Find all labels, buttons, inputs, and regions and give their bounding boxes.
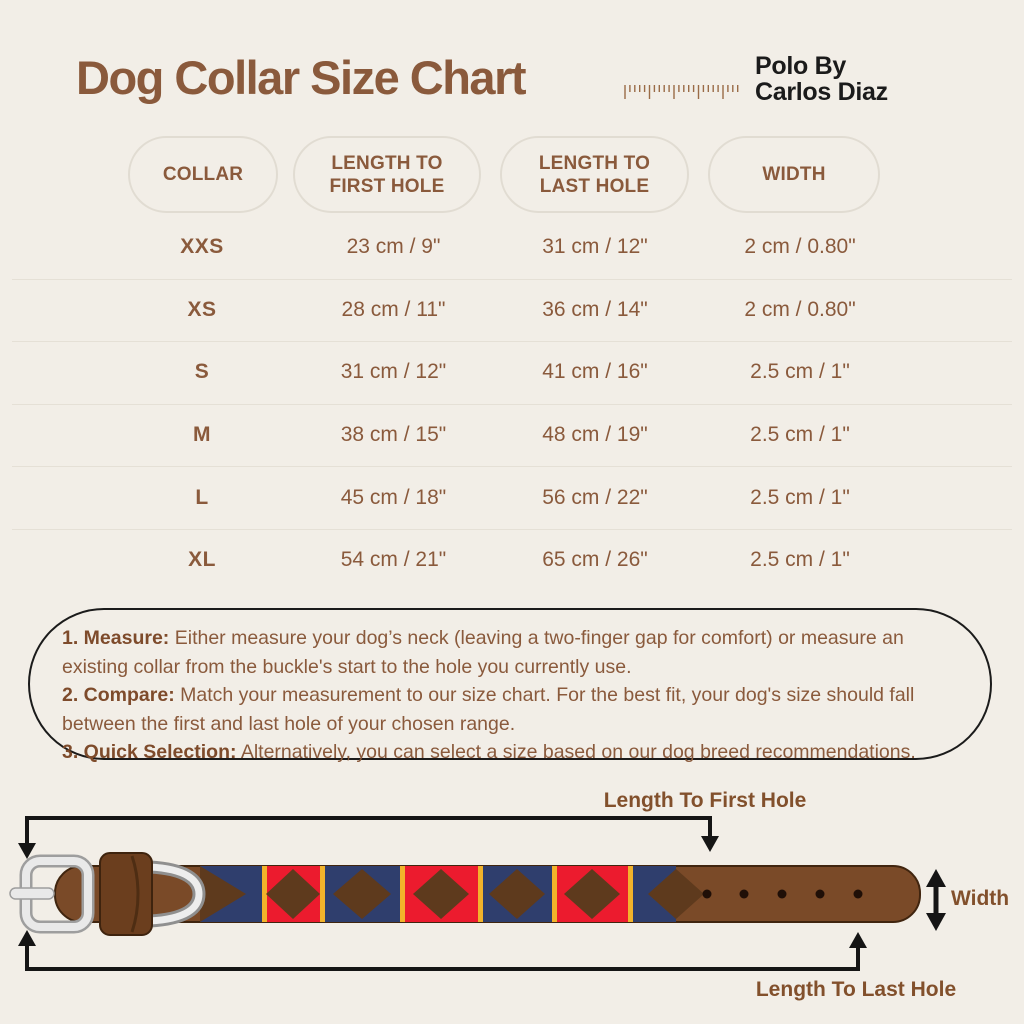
table-row-xs (0, 279, 1024, 342)
brand-logo (755, 53, 888, 105)
table-cell: 2.5 cm / 1" (750, 360, 850, 384)
table-cell: 31 cm / 12" (542, 235, 648, 259)
instruction-label: 2. Compare: (62, 684, 175, 707)
table-row-m (0, 404, 1024, 467)
table-cell: 23 cm / 9" (346, 235, 441, 259)
last-hole-bracket (27, 944, 858, 969)
arrow-down-icon (701, 836, 719, 852)
size-label: L (195, 485, 209, 509)
instruction-text: Alternatively, you can select a size based on our dog breed recommendations. (240, 741, 916, 764)
arrow-up-icon (926, 869, 946, 887)
table-cell: 36 cm / 14" (542, 297, 648, 321)
measuring-instructions-box (28, 608, 992, 764)
table-cell: 28 cm / 11" (341, 297, 446, 321)
size-table (0, 216, 1024, 592)
ruler-icon (623, 82, 743, 102)
brand-line-2: Carlos Diaz (755, 78, 888, 106)
arrow-down-icon (926, 913, 946, 931)
table-cell: 41 cm / 16" (542, 360, 648, 384)
column-header-collar: COLLAR (128, 136, 278, 213)
instruction-text: Match your measurement to our size chart. For the best fit, your dog's size should fall between the first and last hole of your chosen range. (62, 684, 915, 735)
table-cell: 38 cm / 15" (340, 423, 447, 447)
column-header-length-last-hole: LENGTH TO LAST HOLE (500, 136, 689, 213)
label-length-to-last-hole: Length To Last Hole (755, 978, 957, 1001)
column-header-length-first-hole: LENGTH TO FIRST HOLE (293, 136, 481, 213)
table-cell: 65 cm / 26" (542, 548, 648, 572)
table-cell: 48 cm / 19" (542, 423, 648, 447)
table-cell: 54 cm / 21" (340, 548, 447, 572)
label-length-to-first-hole: Length To First Hole (603, 789, 807, 812)
size-label: XL (188, 548, 216, 572)
table-cell: 31 cm / 12" (340, 360, 447, 384)
size-label: XS (187, 297, 217, 321)
table-row-l (0, 466, 1024, 529)
instruction-label: 1. Measure: (62, 627, 170, 649)
size-label: XXS (180, 235, 224, 259)
size-label: M (193, 423, 211, 447)
instruction-label: 3. Quick Selection: (62, 741, 237, 764)
arrow-up-icon (849, 932, 867, 948)
instruction-text: Either measure your dog’s neck (leaving a two-finger gap for comfort) or measure an existing collar from the buckle's start to the hole you currently use. (62, 627, 904, 678)
size-label: S (194, 360, 210, 384)
table-cell: 2.5 cm / 1" (750, 485, 850, 509)
page-title: Dog Collar Size Chart (76, 51, 526, 104)
instruction-compare (62, 681, 964, 738)
keeper-loop (100, 853, 152, 935)
column-header-width: WIDTH (708, 136, 880, 213)
collar-pattern (200, 866, 704, 922)
table-cell: 2.5 cm / 1" (750, 548, 850, 572)
instruction-measure (62, 624, 964, 681)
label-width: Width (951, 887, 1010, 910)
instruction-quick-selection (62, 738, 964, 767)
table-cell: 2 cm / 0.80" (744, 297, 856, 321)
table-row-xl (0, 529, 1024, 592)
first-hole-bracket (27, 818, 710, 845)
brand-line-1: Polo By (755, 52, 846, 80)
table-cell: 56 cm / 22" (542, 485, 648, 509)
table-row-xxs (0, 216, 1024, 279)
table-cell: 2 cm / 0.80" (744, 235, 856, 259)
table-cell: 2.5 cm / 1" (750, 423, 850, 447)
table-row-s (0, 341, 1024, 404)
table-cell: 45 cm / 18" (340, 485, 447, 509)
